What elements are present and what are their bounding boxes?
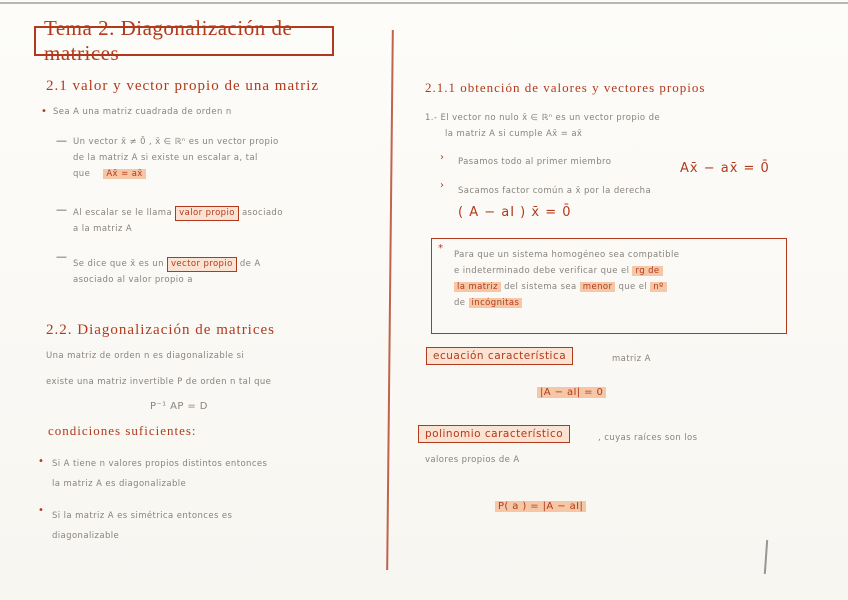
chevron-right-icon: › xyxy=(440,152,444,163)
s21-item2-pre: Al escalar se le llama xyxy=(73,208,173,218)
s21-item2 xyxy=(73,205,373,237)
note-line2 xyxy=(454,263,784,279)
bullet-icon: • xyxy=(41,106,47,117)
s21-item1-line1: Un vector x̄ ≠ 0̄ , x̄ ∈ ℝⁿ es un vector propio xyxy=(73,137,279,147)
cond1-line2: la matriz A es diagonalizable xyxy=(52,479,187,489)
step1-formula: Ax̄ − ax̄ = 0̄ xyxy=(680,161,770,176)
cond2-line2: diagonalizable xyxy=(52,531,120,541)
note-hl-incognitas: incógnitas xyxy=(469,298,523,308)
asterisk-icon: * xyxy=(438,243,443,254)
section-2-2-heading: 2.2. Diagonalización de matrices xyxy=(46,322,276,338)
note-text xyxy=(454,247,784,311)
note-box xyxy=(431,238,787,334)
s21-item1-que: que xyxy=(73,169,91,179)
s21-item1 xyxy=(73,134,373,182)
s21-item3-line1 xyxy=(73,256,373,272)
note-line3-mid: del sistema sea xyxy=(504,282,577,292)
s21-item1-line3 xyxy=(73,166,373,182)
note-line4-pre: de xyxy=(454,298,466,308)
cond2-line1: Si la matriz A es simétrica entonces es xyxy=(52,511,233,521)
section-2-1-heading: 2.1 valor y vector propio de una matriz xyxy=(46,78,320,94)
condition-2 xyxy=(52,508,372,544)
s21-item2-post: asociado xyxy=(241,208,283,218)
poly-formula xyxy=(495,499,586,515)
note-hl-menor: menor xyxy=(580,282,616,292)
bullet-icon: • xyxy=(38,456,44,467)
conditions-heading: condiciones suficientes: xyxy=(48,423,197,438)
s21-item1-formula: Ax̄ = ax̄ xyxy=(103,169,145,179)
step2-text: Sacamos factor común a x̄ por la derecha xyxy=(458,186,652,196)
page-title xyxy=(34,16,334,65)
s22-line2: existe una matriz invertible P de orden n tal que xyxy=(46,377,272,387)
s21-item3-line2: asociado al valor propio a xyxy=(73,275,193,285)
column-divider xyxy=(386,30,394,570)
poly-line1: , cuyas raíces son los xyxy=(598,433,698,443)
dash-icon: — xyxy=(56,134,67,147)
note-hl-rg: rg de xyxy=(632,266,662,276)
bullet-icon: • xyxy=(38,505,44,516)
eq-formula-text: |A − aI| = 0 xyxy=(537,387,606,398)
s21-item3-pre: Se dice que x̄ es un xyxy=(73,259,164,269)
poly-line2: valores propios de A xyxy=(425,455,520,465)
s21-item3 xyxy=(73,256,373,288)
s21-item3-post: de A xyxy=(239,259,261,269)
condition-1 xyxy=(52,456,372,492)
vector-propio-box: vector propio xyxy=(167,257,237,272)
item1-line2: la matriz A si cumple Ax̄ = ax̄ xyxy=(445,129,583,139)
s22-line1: Una matriz de orden n es diagonalizable si xyxy=(46,351,245,361)
polinomio-caracteristico-label: polinomio característico xyxy=(418,425,570,443)
note-line3-post: que el xyxy=(618,282,648,292)
section-2-1-1-heading: 2.1.1 obtención de valores y vectores propios xyxy=(425,80,706,95)
note-hl-matriz: la matriz xyxy=(454,282,501,292)
item-1 xyxy=(425,110,795,142)
s22-formula: P⁻¹ AP = D xyxy=(150,401,208,412)
step1-text: Pasamos todo al primer miembro xyxy=(458,157,612,167)
page-title-text: Tema 2. Diagonalización de matrices xyxy=(44,16,293,65)
chevron-right-icon: › xyxy=(440,180,444,191)
pencil-mark xyxy=(764,540,768,574)
poly-formula-text: P( a ) = |A − aI| xyxy=(495,501,586,512)
note-hl-num: nº xyxy=(650,282,666,292)
note-line3 xyxy=(454,279,784,295)
dash-icon: — xyxy=(56,203,67,216)
ecuacion-caracteristica-label: ecuación característica xyxy=(426,347,573,365)
note-line4 xyxy=(454,295,784,311)
valor-propio-box: valor propio xyxy=(175,206,239,221)
cond1-line1: Si A tiene n valores propios distintos entonces xyxy=(52,459,268,469)
note-line2-pre: e indeterminado debe verificar que el xyxy=(454,266,630,276)
dash-icon: — xyxy=(56,250,67,263)
step2-formula: ( A − aI ) x̄ = 0̄ xyxy=(458,205,572,220)
item1-line1: 1.- El vector no nulo x̄ ∈ ℝⁿ es un vector propio de xyxy=(425,113,661,123)
s21-item2-line1 xyxy=(73,205,373,221)
eq-side-text: matriz A xyxy=(612,354,651,364)
s21-item1-line2: de la matriz A si existe un escalar a, tal xyxy=(73,153,258,163)
s21-intro: Sea A una matriz cuadrada de orden n xyxy=(53,107,232,117)
s21-item2-line2: a la matriz A xyxy=(73,224,133,234)
eq-formula xyxy=(537,385,606,401)
note-line1: Para que un sistema homogéneo sea compatible xyxy=(454,250,680,260)
top-edge-line xyxy=(0,2,848,4)
